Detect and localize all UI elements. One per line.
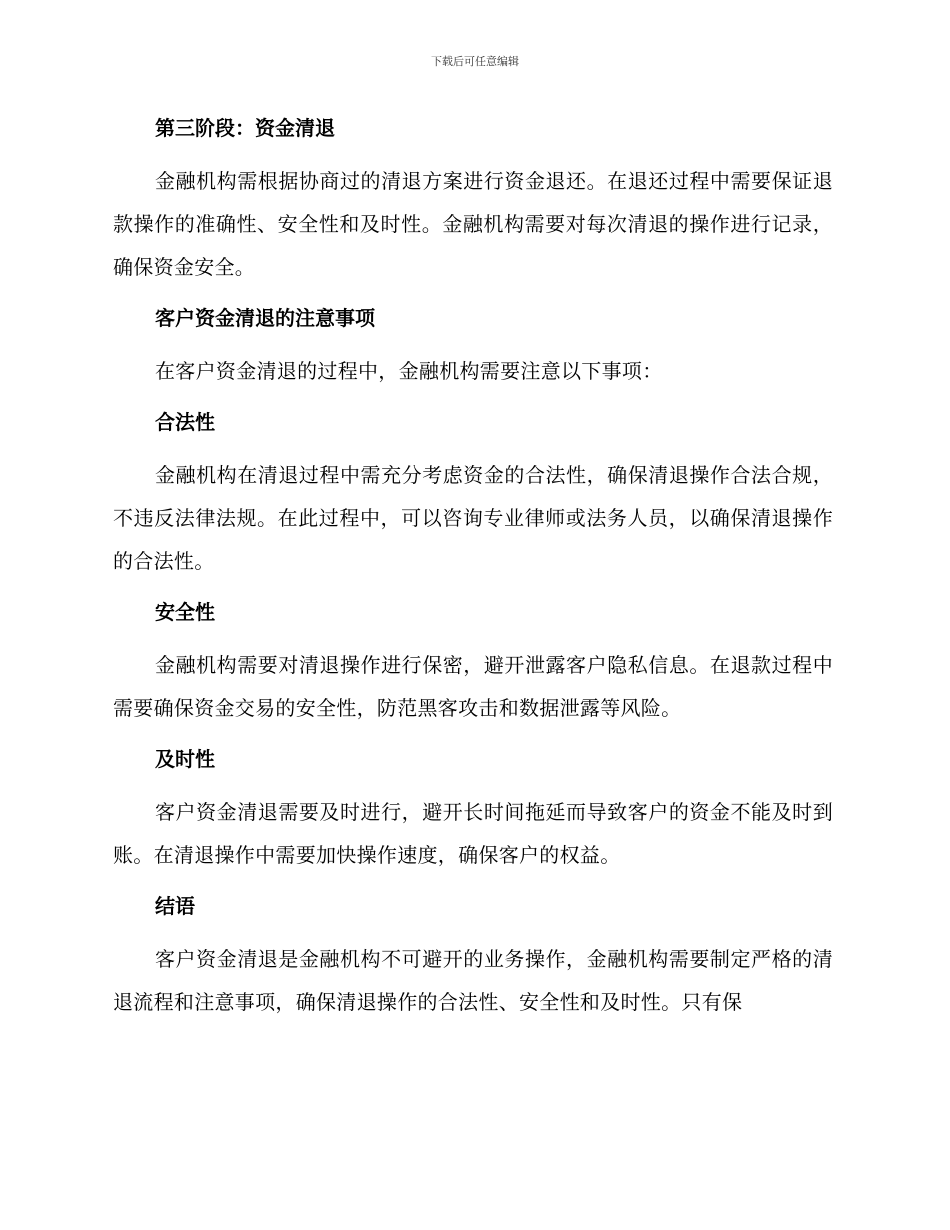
section-heading-notes: 客户资金清退的注意事项 <box>155 306 375 330</box>
section-heading-timeliness: 及时性 <box>155 747 215 771</box>
paragraph-notes-intro: 在客户资金清退的过程中，金融机构需要注意以下事项： <box>155 359 663 383</box>
paragraph-conclusion: 客户资金清退是金融机构不可避开的业务操作，金融机构需要制定严格的清退流程和注意事项，确保清退操作的合法性、安全性和及时性。只有保 <box>113 947 833 1014</box>
paragraph-legality: 金融机构在清退过程中需充分考虑资金的合法性，确保清退操作合法合规，不违反法律法规。在此过程中，可以咨询专业律师或法务人员，以确保清退操作的合法性。 <box>113 463 833 573</box>
section-heading-stage-three: 第三阶段：资金清退 <box>155 116 335 140</box>
section-heading-conclusion: 结语 <box>155 894 195 918</box>
paragraph-stage-three: 金融机构需根据协商过的清退方案进行资金退还。在退还过程中需要保证退款操作的准确性、安全性和及时性。金融机构需要对每次清退的操作进行记录，确保资金安全。 <box>113 169 833 279</box>
paragraph-security: 金融机构需要对清退操作进行保密，避开泄露客户隐私信息。在退款过程中需要确保资金交易的安全性，防范黑客攻击和数据泄露等风险。 <box>113 653 833 720</box>
document-body <box>113 108 833 1033</box>
paragraph-timeliness: 客户资金清退需要及时进行，避开长时间拖延而导致客户的资金不能及时到账。在清退操作中需要加快操作速度，确保客户的权益。 <box>113 800 833 867</box>
page-header: 下载后可任意编辑 <box>431 55 519 68</box>
section-heading-security: 安全性 <box>155 600 215 624</box>
section-heading-legality: 合法性 <box>155 410 215 434</box>
